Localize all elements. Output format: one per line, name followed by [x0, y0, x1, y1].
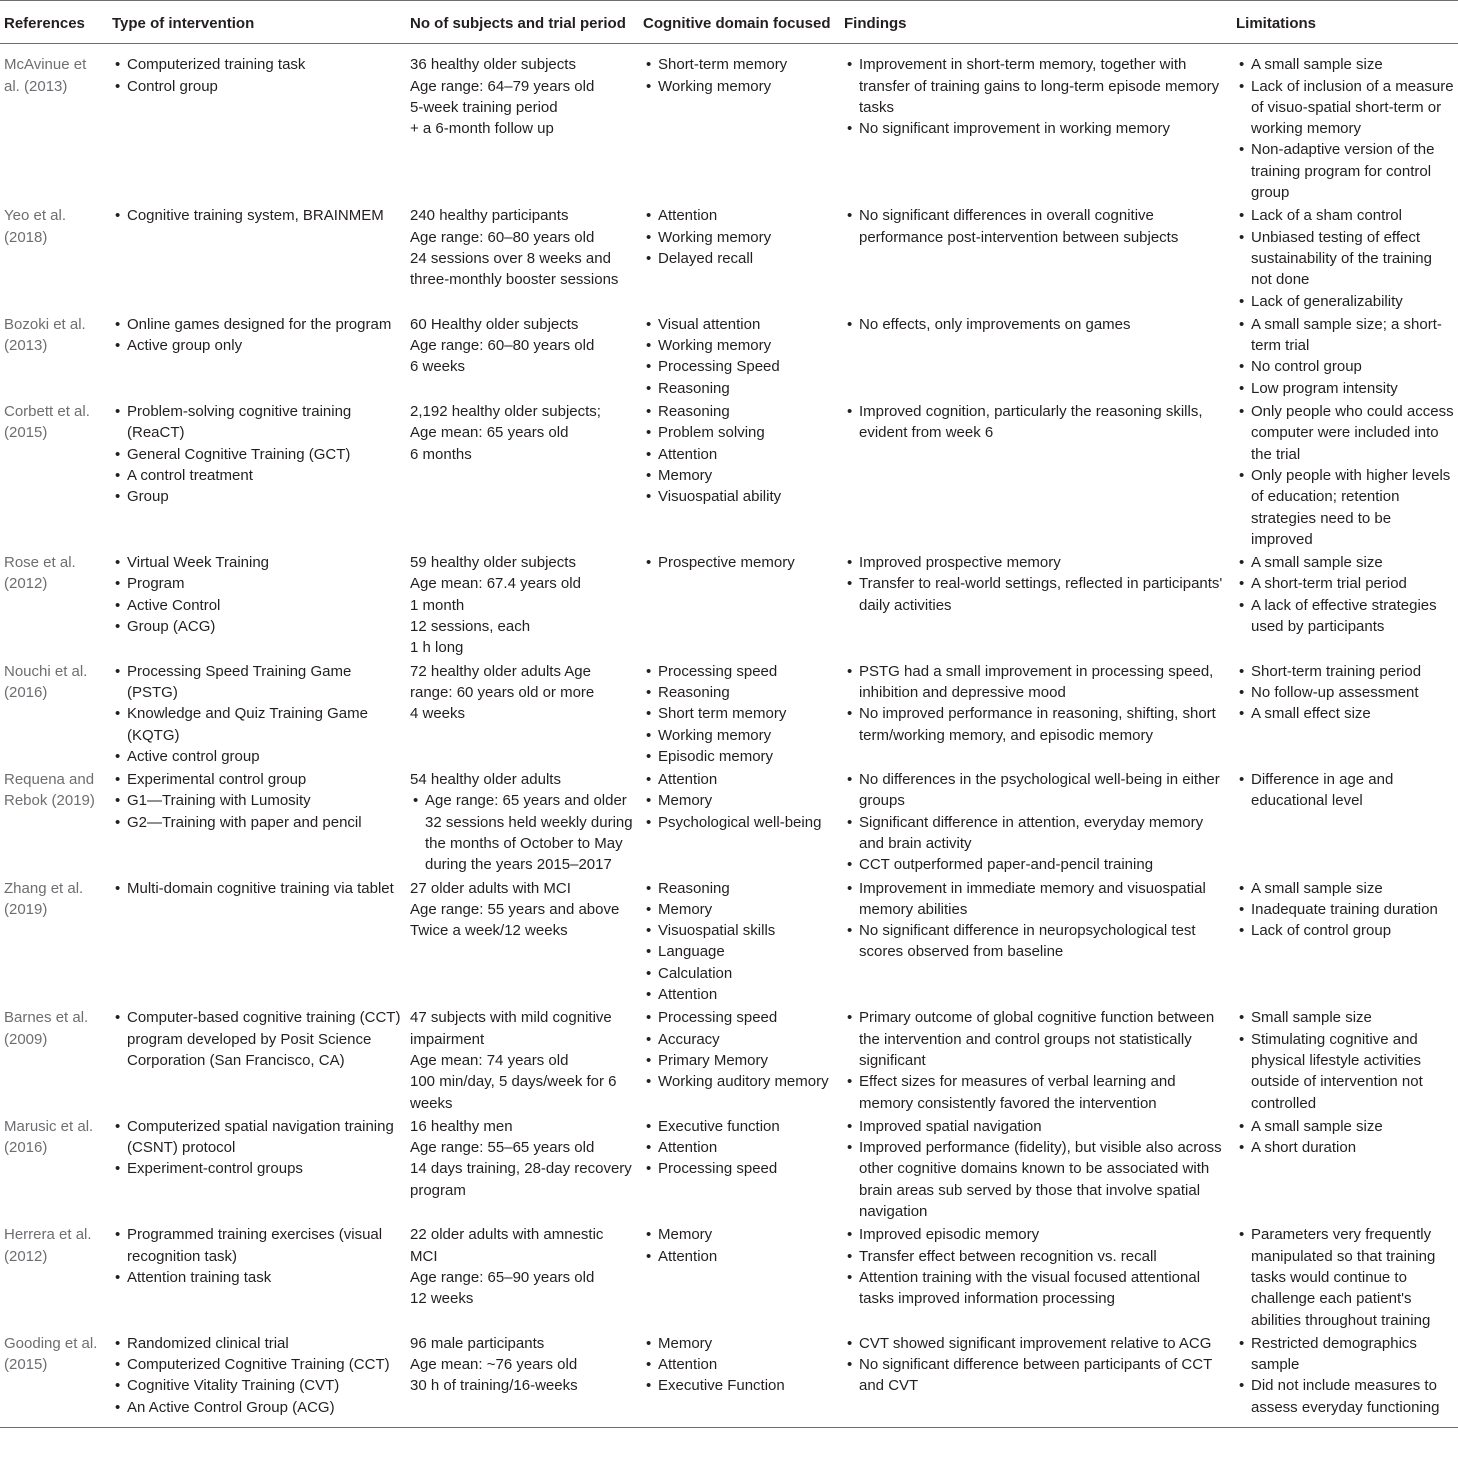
intervention-cell-list: [112, 552, 402, 637]
domain-cell-list: [643, 552, 836, 573]
list-item: • No improved performance in reasoning, shifting, short term/working memory, and episodic memory: [844, 703, 1228, 746]
list-item: • Group (ACG): [112, 616, 402, 637]
findings-cell-list: [844, 552, 1228, 616]
intervention-cell-list: [112, 1116, 402, 1180]
list-item: • Only people who could access computer were included into the trial: [1236, 401, 1454, 465]
list-item: • General Cognitive Training (GCT): [112, 444, 402, 465]
domain-cell: [639, 552, 840, 660]
subjects-line: Age range: 64–79 years old: [410, 77, 595, 95]
list-item: • Memory: [643, 465, 836, 486]
findings-cell: [840, 661, 1232, 769]
list-item: • Attention: [643, 1354, 836, 1375]
list-item: • Age range: 65 years and older 32 sessions held weekly during the months of October to May during the years 2015–2017: [410, 790, 635, 875]
findings-cell-list: [844, 1224, 1228, 1309]
limitations-cell: [1232, 205, 1458, 313]
header-type-of-intervention: Type of intervention: [108, 1, 406, 44]
list-item: • A control treatment: [112, 465, 402, 486]
findings-cell-list: [844, 1116, 1228, 1222]
table-row: [0, 205, 1458, 313]
list-item: • No control group: [1236, 356, 1454, 377]
list-item: • Transfer effect between recognition vs. recall: [844, 1246, 1228, 1267]
subjects-line: 54 healthy older adults: [410, 771, 561, 789]
header-findings: Findings: [840, 1, 1232, 44]
list-item: • A small effect size: [1236, 703, 1454, 724]
list-item: • Memory: [643, 1333, 836, 1354]
reference-cell: Barnes et al. (2009): [4, 1009, 89, 1048]
intervention-cell-list: [112, 1007, 402, 1071]
list-item: • Attention: [643, 984, 836, 1005]
list-item: • A small sample size: [1236, 54, 1454, 75]
subjects-cell: [406, 44, 639, 206]
header-references: References: [0, 1, 108, 44]
list-item: • A small sample size: [1236, 878, 1454, 899]
list-item: • Primary Memory: [643, 1050, 836, 1071]
findings-cell-list: [844, 314, 1228, 335]
reference-cell: Corbett et al. (2015): [4, 403, 90, 442]
domain-cell: [639, 205, 840, 313]
header-limitations: Limitations: [1232, 1, 1458, 44]
list-item: • Delayed recall: [643, 248, 836, 269]
domain-cell-list: [643, 1333, 836, 1397]
list-item: • A small sample size: [1236, 1116, 1454, 1137]
subjects-line: Age range: 55 years and above: [410, 900, 620, 918]
list-item: • Program: [112, 573, 402, 594]
subjects-cell: [406, 1224, 639, 1332]
limitations-cell: [1232, 878, 1458, 1008]
subjects-line: 12 sessions, each: [410, 618, 531, 636]
findings-cell: [840, 401, 1232, 552]
list-item: • No significant differences in overall cognitive performance post-intervention between subjects: [844, 205, 1228, 248]
domain-cell-list: [643, 401, 836, 507]
subjects-line: 30 h of training/16-weeks: [410, 1377, 578, 1395]
findings-cell-list: [844, 205, 1228, 248]
subjects-line: 6 months: [410, 445, 472, 463]
domain-cell: [639, 1007, 840, 1115]
list-item: • Visuospatial ability: [643, 486, 836, 507]
subjects-line: 59 healthy older subjects: [410, 554, 576, 572]
list-item: • Processing speed: [643, 1007, 836, 1028]
domain-cell: [639, 878, 840, 1008]
subjects-line: 27 older adults with MCI: [410, 879, 571, 897]
list-item: • Short term memory: [643, 703, 836, 724]
findings-cell-list: [844, 401, 1228, 444]
intervention-cell-list: [112, 314, 402, 357]
limitations-cell-list: [1236, 1333, 1454, 1418]
list-item: • Executive function: [643, 1116, 836, 1137]
subjects-line: Age mean: 65 years old: [410, 424, 569, 442]
reference-cell: Rose et al. (2012): [4, 554, 76, 593]
limitations-cell-list: [1236, 401, 1454, 550]
domain-cell-list: [643, 769, 836, 833]
subjects-line: 16 healthy men: [410, 1117, 513, 1135]
subjects-line: + a 6-month follow up: [410, 120, 554, 138]
limitations-cell-list: [1236, 1007, 1454, 1113]
list-item: • Working memory: [643, 335, 836, 356]
table-row: [0, 552, 1458, 660]
header-subjects-trial-period: No of subjects and trial period: [406, 1, 639, 44]
list-item: • Improved episodic memory: [844, 1224, 1228, 1245]
list-item: • Accuracy: [643, 1029, 836, 1050]
intervention-cell-list: [112, 1333, 402, 1418]
findings-cell-list: [844, 1007, 1228, 1113]
list-item: • Computerized Cognitive Training (CCT): [112, 1354, 402, 1375]
list-item: • Attention: [643, 205, 836, 226]
subjects-cell: [406, 314, 639, 401]
list-item: • Parameters very frequently manipulated so that training tasks would continue to challenge each patient's abilities throughout training: [1236, 1224, 1454, 1330]
reference-cell: Gooding et al. (2015): [0, 1333, 108, 1428]
list-item: • Knowledge and Quiz Training Game (KQTG): [112, 703, 402, 746]
subjects-line: 12 weeks: [410, 1290, 474, 1308]
intervention-cell: [108, 401, 406, 552]
list-item: • Short-term memory: [643, 54, 836, 75]
list-item: • Calculation: [643, 963, 836, 984]
list-item: • Attention: [643, 444, 836, 465]
subjects-line: 72 healthy older adults Age range: 60 years old or more: [410, 662, 595, 701]
list-item: • Did not include measures to assess everyday functioning: [1236, 1375, 1454, 1418]
list-item: • Only people with higher levels of education; retention strategies need to be improved: [1236, 465, 1454, 550]
intervention-cell-list: [112, 1224, 402, 1288]
limitations-cell: [1232, 401, 1458, 552]
limitations-cell: [1232, 314, 1458, 401]
subjects-line: 36 healthy older subjects: [410, 56, 576, 74]
findings-cell: [840, 878, 1232, 1008]
subjects-line: Age mean: ~76 years old: [410, 1356, 578, 1374]
list-item: • G2—Training with paper and pencil: [112, 812, 402, 833]
reference-cell: Marusic et al. (2016): [4, 1117, 94, 1157]
intervention-cell: [108, 1116, 406, 1224]
subjects-cell: [406, 769, 639, 877]
domain-cell: [639, 1116, 840, 1224]
subjects-line: 1 h long: [410, 639, 464, 657]
subjects-line: 6 weeks: [410, 358, 466, 376]
domain-cell-list: [643, 54, 836, 97]
domain-cell-list: [643, 314, 836, 399]
list-item: • An Active Control Group (ACG): [112, 1397, 402, 1418]
subjects-line: 22 older adults with amnestic MCI: [410, 1226, 604, 1265]
findings-cell: [840, 1007, 1232, 1115]
subjects-line: Age range: 55–65 years old: [410, 1139, 595, 1157]
findings-cell-list: [844, 1333, 1228, 1397]
list-item: • Executive Function: [643, 1375, 836, 1396]
list-item: • Visual attention: [643, 314, 836, 335]
subjects-line: Age mean: 74 years old: [410, 1051, 569, 1069]
limitations-cell-list: [1236, 205, 1454, 311]
reference-cell: Bozoki et al. (2013): [4, 315, 86, 355]
limitations-cell: [1232, 1333, 1458, 1428]
reference-cell: Requena and Rebok (2019): [4, 771, 95, 810]
table-row: [0, 401, 1458, 552]
limitations-cell: [1232, 769, 1458, 877]
intervention-cell: [108, 552, 406, 660]
limitations-cell-list: [1236, 769, 1454, 812]
intervention-cell: [108, 205, 406, 313]
intervention-cell-list: [112, 878, 402, 899]
intervention-cell: [108, 769, 406, 877]
intervention-cell: [108, 1007, 406, 1115]
limitations-cell-list: [1236, 552, 1454, 637]
subjects-cell: [406, 401, 639, 552]
subjects-line: 100 min/day, 5 days/week for 6 weeks: [410, 1073, 617, 1112]
list-item: • Psychological well-being: [643, 812, 836, 833]
list-item: • Problem-solving cognitive training (ReaCT): [112, 401, 402, 444]
reference-cell: McAvinue et al. (2013): [4, 56, 87, 95]
findings-cell-list: [844, 878, 1228, 963]
subjects-line: 96 male participants: [410, 1334, 545, 1352]
list-item: • Improved prospective memory: [844, 552, 1228, 573]
findings-cell: [840, 205, 1232, 313]
findings-cell-list: [844, 661, 1228, 746]
limitations-cell-list: [1236, 661, 1454, 725]
subjects-line: 1 month: [410, 596, 465, 614]
findings-cell: [840, 1224, 1232, 1332]
limitations-cell: [1232, 661, 1458, 769]
findings-cell: [840, 44, 1232, 206]
limitations-cell: [1232, 1116, 1458, 1224]
limitations-cell-list: [1236, 878, 1454, 942]
subjects-line: Age range: 60–80 years old: [410, 228, 595, 246]
list-item: • Lack of generalizability: [1236, 291, 1454, 312]
list-item: • Unbiased testing of effect sustainability of the training not done: [1236, 227, 1454, 291]
domain-cell-list: [643, 1224, 836, 1267]
list-item: • A small sample size; a short-term trial: [1236, 314, 1454, 357]
list-item: • Working auditory memory: [643, 1071, 836, 1092]
intervention-cell: [108, 44, 406, 206]
domain-cell: [639, 44, 840, 206]
list-item: • Language: [643, 941, 836, 962]
subjects-line: 47 subjects with mild cognitive impairment: [410, 1009, 612, 1048]
list-item: • Prospective memory: [643, 552, 836, 573]
list-item: • Reasoning: [643, 401, 836, 422]
findings-cell: [840, 1116, 1232, 1224]
table-row: [0, 661, 1458, 769]
list-item: • Difference in age and educational level: [1236, 769, 1454, 812]
limitations-cell-list: [1236, 1116, 1454, 1159]
domain-cell: [639, 401, 840, 552]
list-item: • No significant difference between participants of CCT and CVT: [844, 1354, 1228, 1397]
list-item: • Programmed training exercises (visual recognition task): [112, 1224, 402, 1267]
domain-cell: [639, 769, 840, 877]
list-item: • Reasoning: [643, 682, 836, 703]
reference-cell: Zhang et al. (2019): [4, 879, 84, 918]
table-row: [0, 314, 1458, 401]
list-item: • Online games designed for the program: [112, 314, 402, 335]
domain-cell: [639, 1224, 840, 1332]
table-row: [0, 878, 1458, 1008]
list-item: • Attention training task: [112, 1267, 402, 1288]
list-item: • Working memory: [643, 227, 836, 248]
domain-cell-list: [643, 1116, 836, 1180]
list-item: • Active Control: [112, 595, 402, 616]
subjects-line: Age range: 60–80 years old: [410, 337, 595, 355]
list-item: • A short-term trial period: [1236, 573, 1454, 594]
list-item: • Short-term training period: [1236, 661, 1454, 682]
list-item: • Attention training with the visual focused attentional tasks improved information processing: [844, 1267, 1228, 1310]
findings-cell: [840, 314, 1232, 401]
table-row: [0, 1007, 1458, 1115]
subjects-cell: [406, 552, 639, 660]
list-item: • Control group: [112, 76, 402, 97]
list-item: • Processing speed: [643, 661, 836, 682]
list-item: • Experimental control group: [112, 769, 402, 790]
list-item: • Cognitive Vitality Training (CVT): [112, 1375, 402, 1396]
subjects-line: 4 weeks: [410, 705, 466, 723]
list-item: • Improved cognition, particularly the reasoning skills, evident from week 6: [844, 401, 1228, 444]
domain-cell: [639, 1333, 840, 1428]
list-item: • Attention: [643, 1137, 836, 1158]
list-item: • Inadequate training duration: [1236, 899, 1454, 920]
list-item: • Problem solving: [643, 422, 836, 443]
list-item: • Lack of control group: [1236, 920, 1454, 941]
list-item: • Active group only: [112, 335, 402, 356]
list-item: • Memory: [643, 790, 836, 811]
subjects-line: 60 Healthy older subjects: [410, 315, 579, 333]
subjects-cell: [406, 1333, 639, 1428]
table-row: [0, 769, 1458, 877]
subjects-list: [410, 790, 635, 875]
list-item: • Multi-domain cognitive training via tablet: [112, 878, 402, 899]
subjects-line: Age mean: 67.4 years old: [410, 575, 581, 593]
list-item: • Primary outcome of global cognitive function between the intervention and control groups not statistically significant: [844, 1007, 1228, 1071]
list-item: • No significant difference in neuropsychological test scores observed from baseline: [844, 920, 1228, 963]
list-item: • Working memory: [643, 76, 836, 97]
list-item: • Stimulating cognitive and physical lifestyle activities outside of intervention not controlled: [1236, 1029, 1454, 1114]
list-item: • No effects, only improvements on games: [844, 314, 1228, 335]
intervention-cell: [108, 1224, 406, 1332]
findings-cell-list: [844, 769, 1228, 875]
list-item: • Lack of a sham control: [1236, 205, 1454, 226]
subjects-cell: [406, 1007, 639, 1115]
subjects-line: Age range: 65–90 years old: [410, 1268, 595, 1286]
intervention-cell: [108, 878, 406, 1008]
subjects-cell: [406, 878, 639, 1008]
list-item: • CVT showed significant improvement relative to ACG: [844, 1333, 1228, 1354]
table-row: [0, 1224, 1458, 1332]
intervention-cell-list: [112, 205, 402, 226]
domain-cell-list: [643, 661, 836, 767]
subjects-cell: [406, 1116, 639, 1224]
findings-cell: [840, 552, 1232, 660]
domain-cell-list: [643, 205, 836, 269]
list-item: • Improved spatial navigation: [844, 1116, 1228, 1137]
subjects-cell: [406, 661, 639, 769]
subjects-line: 2,192 healthy older subjects;: [410, 403, 601, 421]
intervention-cell: [108, 1333, 406, 1428]
reference-cell: Nouchi et al. (2016): [4, 662, 88, 701]
list-item: • Group: [112, 486, 402, 507]
list-item: • G1—Training with Lumosity: [112, 790, 402, 811]
intervention-cell-list: [112, 401, 402, 507]
list-item: • Computer-based cognitive training (CCT) program developed by Posit Science Corporation (San Francisco, CA): [112, 1007, 402, 1071]
list-item: • Low program intensity: [1236, 378, 1454, 399]
list-item: • Active control group: [112, 746, 402, 767]
findings-cell: [840, 769, 1232, 877]
subjects-line: 24 sessions over 8 weeks and three-monthly booster sessions: [410, 249, 619, 289]
limitations-cell-list: [1236, 1224, 1454, 1330]
intervention-cell-list: [112, 54, 402, 97]
list-item: • Computerized training task: [112, 54, 402, 75]
list-item: • Memory: [643, 899, 836, 920]
list-item: • Attention: [643, 1246, 836, 1267]
header-row: [0, 1, 1458, 44]
reference-cell: Yeo et al. (2018): [4, 207, 66, 246]
list-item: • Experiment-control groups: [112, 1158, 402, 1179]
domain-cell: [639, 314, 840, 401]
subjects-line: Twice a week/12 weeks: [410, 922, 568, 940]
list-item: • Transfer to real-world settings, reflected in participants' daily activities: [844, 573, 1228, 616]
findings-cell: [840, 1333, 1232, 1428]
list-item: • Virtual Week Training: [112, 552, 402, 573]
subjects-line: 240 healthy participants: [410, 207, 569, 225]
intervention-cell: [108, 314, 406, 401]
domain-cell-list: [643, 878, 836, 1006]
header-cognitive-domain: Cognitive domain focused: [639, 1, 840, 44]
list-item: • Non-adaptive version of the training program for control group: [1236, 139, 1454, 203]
list-item: • CCT outperformed paper-and-pencil training: [844, 854, 1228, 875]
limitations-cell-list: [1236, 54, 1454, 203]
list-item: • Working memory: [643, 725, 836, 746]
table-row: [0, 1116, 1458, 1224]
list-item: • Attention: [643, 769, 836, 790]
findings-cell-list: [844, 54, 1228, 139]
list-item: • Improvement in short-term memory, together with transfer of training gains to long-term episode memory tasks: [844, 54, 1228, 118]
list-item: • Reasoning: [643, 378, 836, 399]
intervention-cell-list: [112, 769, 402, 833]
reference-cell: Herrera et al. (2012): [4, 1226, 92, 1265]
list-item: • A lack of effective strategies used by participants: [1236, 595, 1454, 638]
list-item: • No differences in the psychological well-being in either groups: [844, 769, 1228, 812]
list-item: • Reasoning: [643, 878, 836, 899]
list-item: • Restricted demographics sample: [1236, 1333, 1454, 1376]
domain-cell: [639, 661, 840, 769]
list-item: • A short duration: [1236, 1137, 1454, 1158]
list-item: • PSTG had a small improvement in processing speed, inhibition and depressive mood: [844, 661, 1228, 704]
list-item: • Processing Speed: [643, 356, 836, 377]
subjects-line: 5-week training period: [410, 98, 558, 116]
list-item: • Visuospatial skills: [643, 920, 836, 941]
list-item: • No significant improvement in working memory: [844, 118, 1228, 139]
subjects-line: 14 days training, 28-day recovery program: [410, 1160, 632, 1199]
table-row: [0, 44, 1458, 206]
list-item: • Improved performance (fidelity), but visible also across other cognitive domains known to be associated with brain areas sub served by those that involve spatial navigation: [844, 1137, 1228, 1222]
list-item: • Lack of inclusion of a measure of visuo-spatial short-term or working memory: [1236, 76, 1454, 140]
limitations-cell: [1232, 1224, 1458, 1332]
limitations-cell: [1232, 1007, 1458, 1115]
list-item: • Small sample size: [1236, 1007, 1454, 1028]
intervention-cell-list: [112, 661, 402, 767]
list-item: • Effect sizes for measures of verbal learning and memory consistently favored the intervention: [844, 1071, 1228, 1114]
list-item: • Memory: [643, 1224, 836, 1245]
list-item: • Cognitive training system, BRAINMEM: [112, 205, 402, 226]
list-item: • Computerized spatial navigation training (CSNT) protocol: [112, 1116, 402, 1159]
list-item: • Processing Speed Training Game (PSTG): [112, 661, 402, 704]
list-item: • A small sample size: [1236, 552, 1454, 573]
table-row: [0, 1333, 1458, 1428]
list-item: • No follow-up assessment: [1236, 682, 1454, 703]
list-item: • Processing speed: [643, 1158, 836, 1179]
list-item: • Improvement in immediate memory and visuospatial memory abilities: [844, 878, 1228, 921]
list-item: • Randomized clinical trial: [112, 1333, 402, 1354]
limitations-cell-list: [1236, 314, 1454, 399]
subjects-cell: [406, 205, 639, 313]
domain-cell-list: [643, 1007, 836, 1092]
limitations-cell: [1232, 44, 1458, 206]
list-item: • Significant difference in attention, everyday memory and brain activity: [844, 812, 1228, 855]
intervention-cell: [108, 661, 406, 769]
list-item: • Episodic memory: [643, 746, 836, 767]
limitations-cell: [1232, 552, 1458, 660]
